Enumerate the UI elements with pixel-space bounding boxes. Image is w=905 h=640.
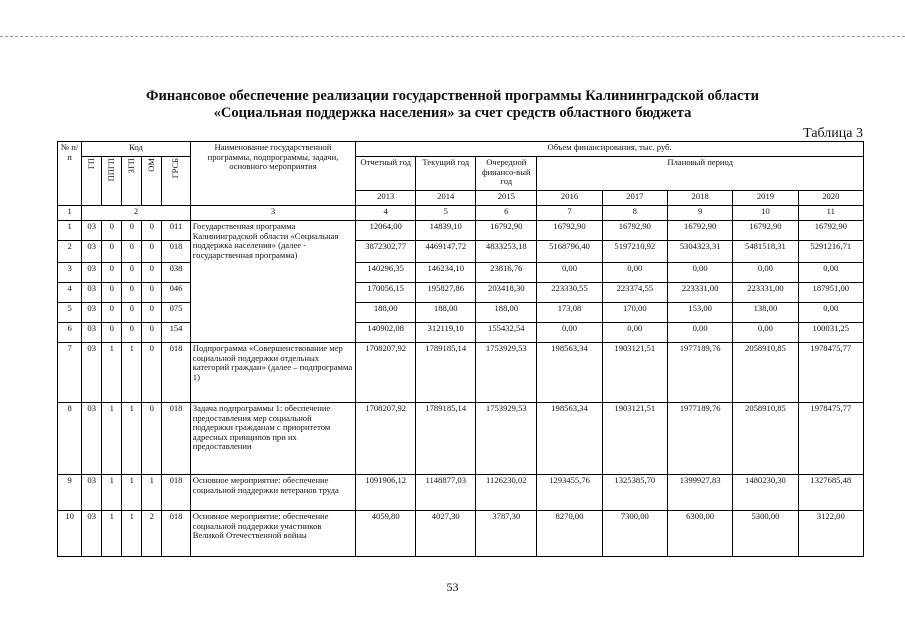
table-cell: 223374,55 (602, 283, 667, 303)
table-cell: 1480230,30 (733, 475, 798, 511)
table-cell: 4 (58, 283, 82, 303)
table-cell: 3 (58, 263, 82, 283)
table-cell: 0 (142, 221, 162, 241)
table-cell: 0 (122, 303, 142, 323)
table-cell: 5197210,92 (602, 241, 667, 263)
title-line-1: Финансовое обеспечение реализации государственной программы Калининградской области (146, 88, 759, 104)
table-cell: 1 (122, 403, 142, 475)
colnum-2: 2 (82, 206, 191, 221)
table-cell: 0 (122, 323, 142, 343)
table-cell: 188,00 (356, 303, 416, 323)
table-cell: 2058910,85 (733, 343, 798, 403)
table-cell: 3872302,77 (356, 241, 416, 263)
colnum-6: 6 (476, 206, 537, 221)
table-cell: 140902,08 (356, 323, 416, 343)
table-cell: 1 (102, 511, 122, 557)
table-cell: 5168796,40 (537, 241, 602, 263)
table-cell: 170056,15 (356, 283, 416, 303)
table-cell: 312119,10 (416, 323, 476, 343)
table-cell: 223331,00 (667, 283, 732, 303)
table-cell: 195827,86 (416, 283, 476, 303)
task-name: Задача подпрограммы 1: обеспечение предоставления мер социальной поддержки гражданам с приоритетом адресных принципов при их предоставлении (190, 403, 355, 475)
table-cell: 0 (142, 241, 162, 263)
year-2015: 2015 (476, 191, 537, 206)
table-cell: 146234,10 (416, 263, 476, 283)
table-cell: 0 (122, 263, 142, 283)
header-volume: Объем финансирования, тыс. руб. (356, 142, 864, 157)
table-cell: 1 (122, 343, 142, 403)
year-2013: 2013 (356, 191, 416, 206)
table-cell: 03 (82, 303, 102, 323)
table-cell: 0 (142, 283, 162, 303)
table-cell: 0 (142, 343, 162, 403)
table-cell: 0 (122, 241, 142, 263)
table-cell: 1903121,51 (602, 403, 667, 475)
table-cell: 018 (162, 241, 191, 263)
table-cell: 011 (162, 221, 191, 241)
header-current: Текущий год (416, 157, 476, 191)
table-cell: 03 (82, 323, 102, 343)
table-cell: 03 (82, 241, 102, 263)
header-code-zgp: ЗГП (125, 158, 136, 174)
table-cell: 3122,00 (798, 511, 863, 557)
table-cell: 16792,90 (476, 221, 537, 241)
table-cell: 03 (82, 283, 102, 303)
table-cell: 153,00 (667, 303, 732, 323)
table-cell: 198563,34 (537, 343, 602, 403)
colnum-1: 1 (58, 206, 82, 221)
main-activity-name: Основное мероприятие: обеспечение социальной поддержки ветеранов труда (190, 475, 355, 511)
document-title (0, 88, 905, 122)
colnum-3: 3 (190, 206, 355, 221)
program-name: Государственная программа Калининградской области «Социальная поддержка населения» (далее - государственная программа) (190, 221, 355, 343)
table-cell: 188,00 (476, 303, 537, 323)
header-code-ppgp: ППГП (105, 158, 116, 182)
colnum-10: 10 (733, 206, 798, 221)
subprogram-name: Подпрограмма «Совершенствование мер социальной поддержки отдельных категорий граждан» (далее – подпрограмма 1) (190, 343, 355, 403)
table-cell: 1708207,92 (356, 403, 416, 475)
year-2020: 2020 (798, 191, 863, 206)
table-cell: 2058910,85 (733, 403, 798, 475)
table-cell: 7300,00 (602, 511, 667, 557)
table-cell: 0 (102, 323, 122, 343)
table-cell: 03 (82, 403, 102, 475)
table-cell: 5304323,31 (667, 241, 732, 263)
table-cell: 0,00 (798, 303, 863, 323)
table-label: Таблица 3 (803, 126, 863, 141)
table-cell: 1753929,53 (476, 343, 537, 403)
table-cell: 4059,80 (356, 511, 416, 557)
colnum-5: 5 (416, 206, 476, 221)
table-cell: 0,00 (667, 323, 732, 343)
table-cell: 16792,90 (602, 221, 667, 241)
table-cell: 1 (122, 511, 142, 557)
table-cell: 203418,30 (476, 283, 537, 303)
table-cell: 018 (162, 511, 191, 557)
table-cell: 018 (162, 403, 191, 475)
page-number: 53 (446, 580, 459, 594)
table-cell: 03 (82, 475, 102, 511)
table-cell: 1 (122, 475, 142, 511)
table-cell: 0 (122, 283, 142, 303)
year-2016: 2016 (537, 191, 602, 206)
table-cell: 0 (102, 283, 122, 303)
table-cell: 5481518,31 (733, 241, 798, 263)
table-cell: 2 (142, 511, 162, 557)
table-cell: 154 (162, 323, 191, 343)
year-2017: 2017 (602, 191, 667, 206)
table-cell: 10 (58, 511, 82, 557)
colnum-11: 11 (798, 206, 863, 221)
year-2014: 2014 (416, 191, 476, 206)
header-next: Очередной финансо-вый год (476, 157, 537, 191)
table-cell: 0 (102, 303, 122, 323)
table-cell: 140296,35 (356, 263, 416, 283)
table-row (58, 303, 864, 323)
table-cell: 188,00 (416, 303, 476, 323)
table-cell: 1399927,83 (667, 475, 732, 511)
table-cell: 6300,00 (667, 511, 732, 557)
table-cell: 0 (102, 263, 122, 283)
table-row (58, 343, 864, 403)
table-cell: 8270,00 (537, 511, 602, 557)
table-cell: 5291216,71 (798, 241, 863, 263)
table-cell: 1 (102, 403, 122, 475)
table-cell: 0 (142, 263, 162, 283)
table-cell: 0 (102, 241, 122, 263)
table-cell: 03 (82, 511, 102, 557)
table-cell: 1 (102, 343, 122, 403)
table-cell: 5 (58, 303, 82, 323)
table-cell: 9 (58, 475, 82, 511)
table-cell: 16792,90 (667, 221, 732, 241)
header-code: Код (82, 142, 191, 157)
table-cell: 8 (58, 403, 82, 475)
table-cell: 1148877,03 (416, 475, 476, 511)
financing-table (57, 141, 864, 557)
table-cell: 223331,00 (733, 283, 798, 303)
table-cell: 16792,90 (537, 221, 602, 241)
table-cell: 1293455,76 (537, 475, 602, 511)
table-cell: 155432,54 (476, 323, 537, 343)
table-cell: 1978475,77 (798, 343, 863, 403)
table-cell: 7 (58, 343, 82, 403)
table-cell: 1789185,14 (416, 403, 476, 475)
table-cell: 12064,00 (356, 221, 416, 241)
table-cell: 14839,10 (416, 221, 476, 241)
colnum-7: 7 (537, 206, 602, 221)
table-row (58, 241, 864, 263)
table-cell: 1977189,76 (667, 343, 732, 403)
table-cell: 4469147,72 (416, 241, 476, 263)
table-cell: 0,00 (798, 263, 863, 283)
table-cell: 03 (82, 221, 102, 241)
table-cell: 4027,30 (416, 511, 476, 557)
table-cell: 173,08 (537, 303, 602, 323)
table-cell: 1753929,53 (476, 403, 537, 475)
table-cell: 0 (122, 221, 142, 241)
table-cell: 1 (58, 221, 82, 241)
table-cell: 2 (58, 241, 82, 263)
table-cell: 018 (162, 475, 191, 511)
table-cell: 1789185,14 (416, 343, 476, 403)
table-cell: 0,00 (537, 263, 602, 283)
colnum-4: 4 (356, 206, 416, 221)
table-cell: 1977189,76 (667, 403, 732, 475)
header-reporting: Отчетный год (356, 157, 416, 191)
table-row (58, 511, 864, 557)
table-cell: 03 (82, 343, 102, 403)
table-cell: 16792,90 (798, 221, 863, 241)
table-cell: 0,00 (537, 323, 602, 343)
header-num: № п/п (58, 142, 82, 206)
table-cell: 0,00 (733, 323, 798, 343)
table-cell: 018 (162, 343, 191, 403)
table-cell: 038 (162, 263, 191, 283)
table-cell: 03 (82, 263, 102, 283)
table-cell: 0,00 (602, 323, 667, 343)
table-cell: 4833253,18 (476, 241, 537, 263)
table-row (58, 221, 864, 241)
table-cell: 1 (142, 475, 162, 511)
table-row (58, 323, 864, 343)
table-cell: 0 (142, 323, 162, 343)
table-cell: 1325385,70 (602, 475, 667, 511)
table-cell: 1708207,92 (356, 343, 416, 403)
table-cell: 3787,30 (476, 511, 537, 557)
table-cell: 1903121,51 (602, 343, 667, 403)
table-cell: 23816,76 (476, 263, 537, 283)
header-code-om: ОМ (145, 158, 156, 172)
table-cell: 0,00 (602, 263, 667, 283)
year-2018: 2018 (667, 191, 732, 206)
colnum-9: 9 (667, 206, 732, 221)
table-row (58, 263, 864, 283)
table-cell: 075 (162, 303, 191, 323)
table-cell: 223330,55 (537, 283, 602, 303)
year-2019: 2019 (733, 191, 798, 206)
table-row (58, 475, 864, 511)
header-code-gp: ГП (85, 158, 96, 170)
table-cell: 187951,00 (798, 283, 863, 303)
header-planned: Плановый период (537, 157, 864, 191)
title-line-2: «Социальная поддержка населения» за счет средств областного бюджета (213, 105, 692, 121)
table-cell: 6 (58, 323, 82, 343)
table-cell: 1126230,02 (476, 475, 537, 511)
table-cell: 100031,25 (798, 323, 863, 343)
table-cell: 046 (162, 283, 191, 303)
main-activity-name: Основное мероприятие: обеспечение социальной поддержки участников Великой Отечественной войны (190, 511, 355, 557)
table-row (58, 283, 864, 303)
table-cell: 1091906,12 (356, 475, 416, 511)
table-cell: 0,00 (667, 263, 732, 283)
colnum-8: 8 (602, 206, 667, 221)
table-cell: 0 (102, 221, 122, 241)
table-cell: 16792,90 (733, 221, 798, 241)
scan-line (0, 36, 905, 37)
table-cell: 0 (142, 303, 162, 323)
header-code-grsb: ГРСБ (170, 158, 181, 179)
table-cell: 5300,00 (733, 511, 798, 557)
table-cell: 198563,34 (537, 403, 602, 475)
table-cell: 0,00 (733, 263, 798, 283)
table-cell: 170,00 (602, 303, 667, 323)
table-cell: 138,00 (733, 303, 798, 323)
table-cell: 1978475,77 (798, 403, 863, 475)
table-row (58, 403, 864, 475)
header-name: Наименование государственной программы, подпрограммы, задачи, основного мероприятия (190, 142, 355, 206)
table-cell: 1 (102, 475, 122, 511)
table-cell: 0 (142, 403, 162, 475)
table-cell: 1327685,48 (798, 475, 863, 511)
